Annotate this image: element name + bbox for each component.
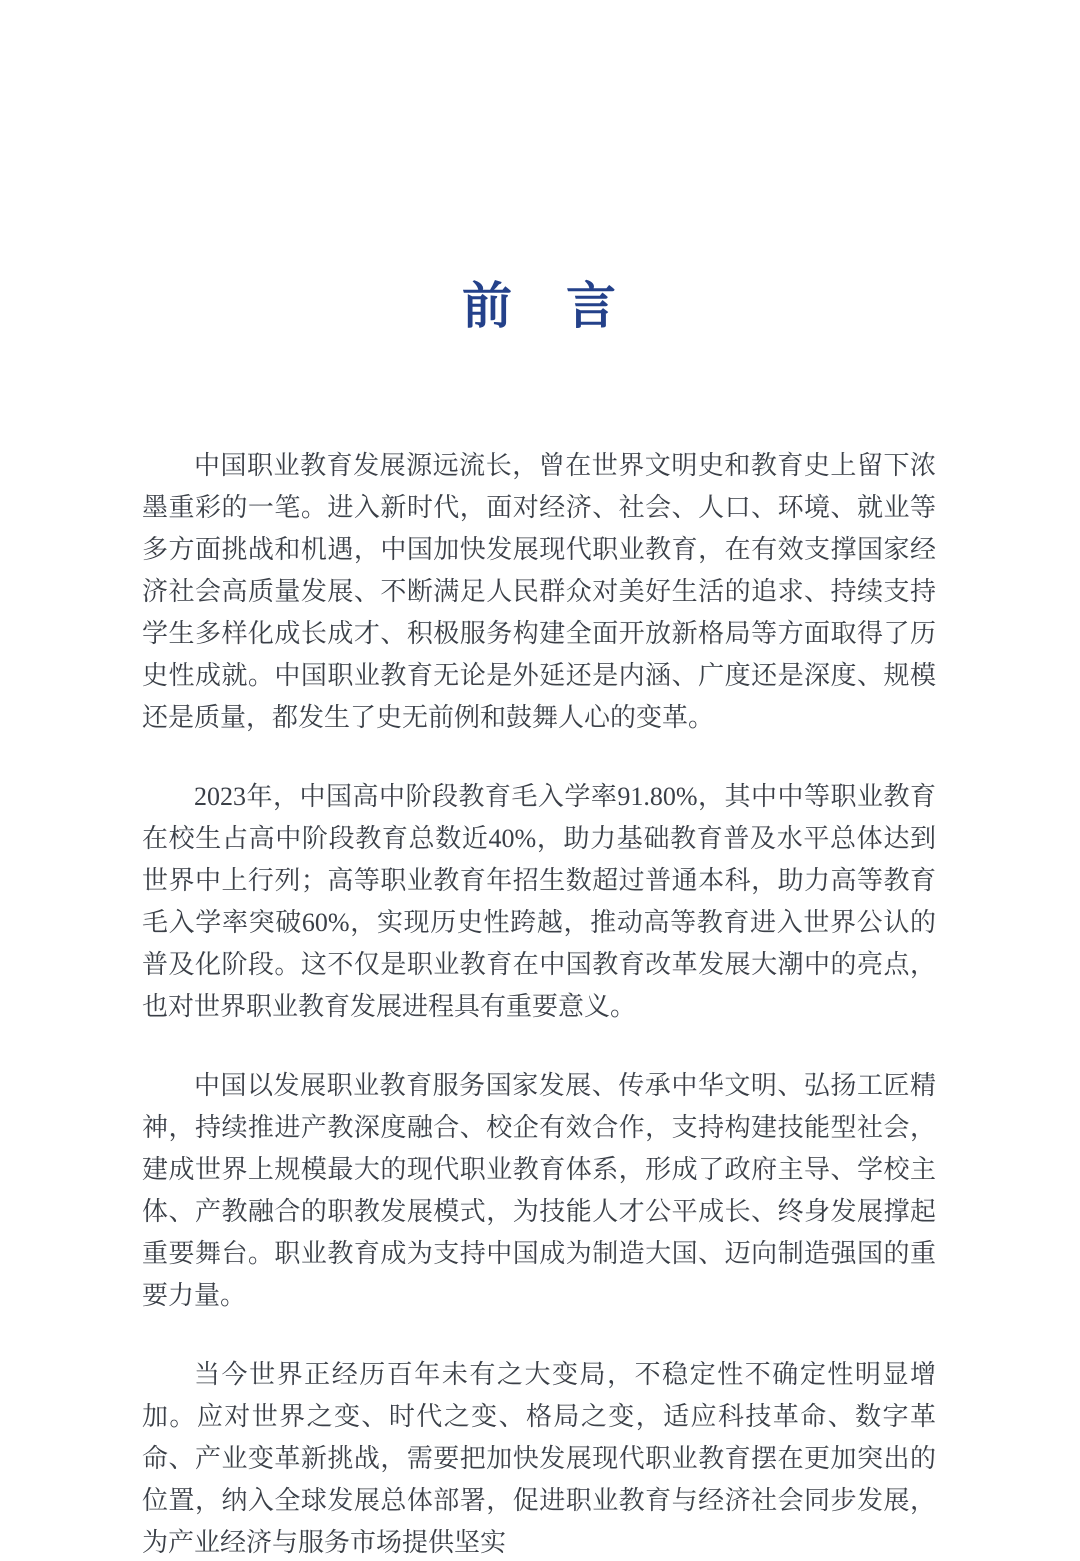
paragraph-3: 中国以发展职业教育服务国家发展、传承中华文明、弘扬工匠精神，持续推进产教深度融合、校企有效合作，支持构建技能型社会，建成世界上规模最大的现代职业教育体系，形成了政府主导、学校主体、产教融合的职教发展模式，为技能人才公平成长、终身发展撑起重要舞台。职业教育成为支持中国成为制造大国、迈向制造强国的重要力量。 [142, 1071, 936, 1310]
paragraph-2: 2023年，中国高中阶段教育毛入学率91.80%，其中中等职业教育在校生占高中阶段教育总数近40%，助力基础教育普及水平总体达到世界中上行列；高等职业教育年招生数超过普通本科，助力高等教育毛入学率突破60%，实现历史性跨越，推动高等教育进入世界公认的普及化阶段。这不仅是职业教育在中国教育改革发展大潮中的亮点，也对世界职业教育发展进程具有重要意义。 [142, 782, 936, 1021]
paragraph-4: 当今世界正经历百年未有之大变局，不稳定性不确定性明显增加。应对世界之变、时代之变、格局之变，适应科技革命、数字革命、产业变革新挑战，需要把加快发展现代职业教育摆在更加突出的位置，纳入全球发展总体部署，促进职业教育与经济社会同步发展，为产业经济与服务市场提供坚实 [142, 1360, 936, 1557]
page-title: 前 言 [462, 278, 618, 334]
body-text [142, 445, 936, 1561]
paragraph-1: 中国职业教育发展源远流长，曾在世界文明史和教育史上留下浓墨重彩的一笔。进入新时代，面对经济、社会、人口、环境、就业等多方面挑战和机遇，中国加快发展现代职业教育，在有效支撑国家经济社会高质量发展、不断满足人民群众对美好生活的追求、持续支持学生多样化成长成才、积极服务构建全面开放新格局等方面取得了历史性成就。中国职业教育无论是外延还是内涵、广度还是深度、规模还是质量，都发生了史无前例和鼓舞人心的变革。 [142, 451, 936, 732]
